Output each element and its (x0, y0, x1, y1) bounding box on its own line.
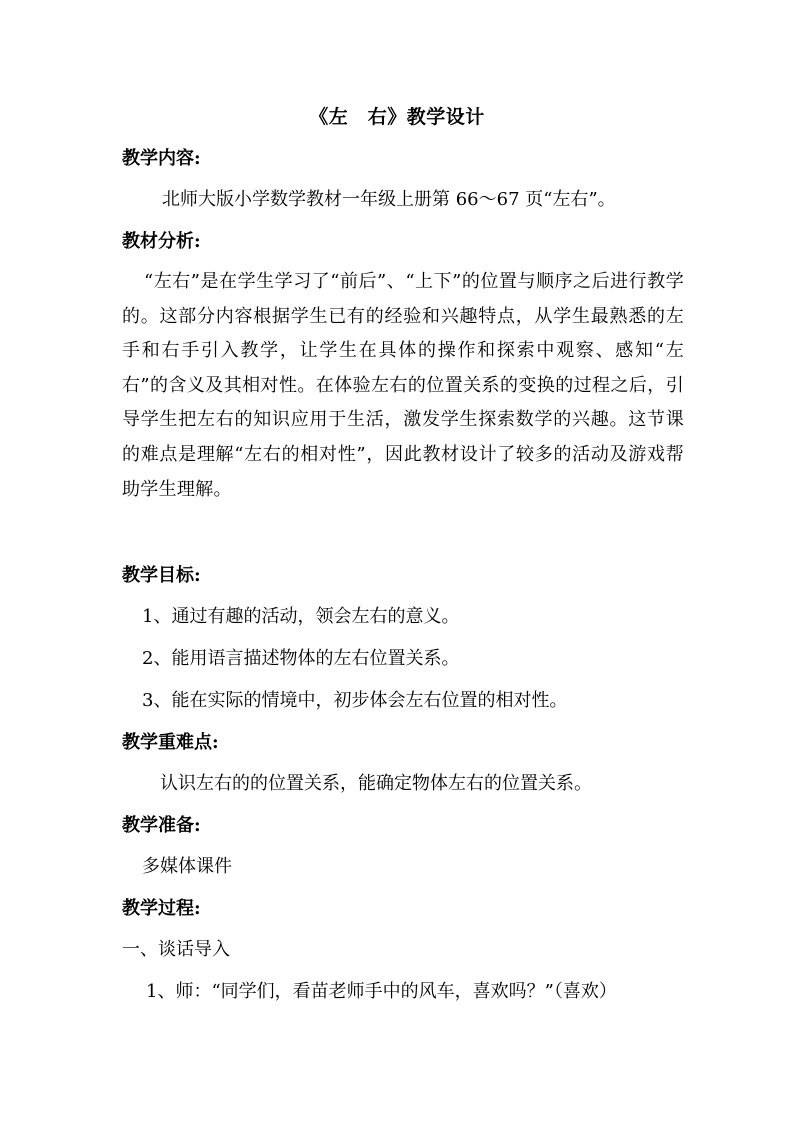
key-points-text: 认识左右的的位置关系，能确定物体左右的位置关系。 (160, 773, 592, 794)
process-first-line: 1、师：“同学们，看苗老师手中的风车，喜欢吗？”（喜欢） (146, 981, 617, 1002)
heading-teaching-goals: 教学目标: (122, 565, 201, 586)
process-subheading: 一、谈话导入 (122, 939, 230, 960)
heading-teaching-process: 教学过程: (122, 898, 201, 919)
heading-teaching-preparation: 教学准备: (122, 815, 201, 836)
heading-teaching-content: 教学内容: (122, 148, 201, 169)
teaching-content-text: 北师大版小学数学教材一年级上册第 66～67 页“左右”。 (162, 189, 616, 210)
material-analysis-text: “左右”是在学生学习了“前后”、“上下”的位置与顺序之后进行教学的。这部分内容根据学生已有的经验和兴趣特点，从学生最熟悉的左手和右手引入教学，让学生在具体的操作和探索中观察、感知“左右”的含义及其相对性。在体验左右的位置关系的变换的过程之后，引导学生把左右的知识应用于生活，激发学生探索数学的兴趣。这节课的难点是理解“左右的相对性”，因此教材设计了较多的活动及游戏帮助学生理解。 (122, 271, 684, 500)
heading-material-analysis: 教材分析: (122, 231, 201, 252)
teaching-goal-item-1: 1、通过有趣的活动，领会左右的意义。 (142, 606, 460, 627)
teaching-goal-item-2: 2、能用语言描述物体的左右位置关系。 (142, 648, 460, 669)
teaching-preparation-text: 多媒体课件 (142, 856, 232, 877)
page-title: 《左 右》教学设计 (309, 106, 485, 128)
teaching-goal-item-3: 3、能在实际的情境中，初步体会左右位置的相对性。 (142, 690, 568, 711)
heading-key-points: 教学重难点: (122, 732, 219, 753)
